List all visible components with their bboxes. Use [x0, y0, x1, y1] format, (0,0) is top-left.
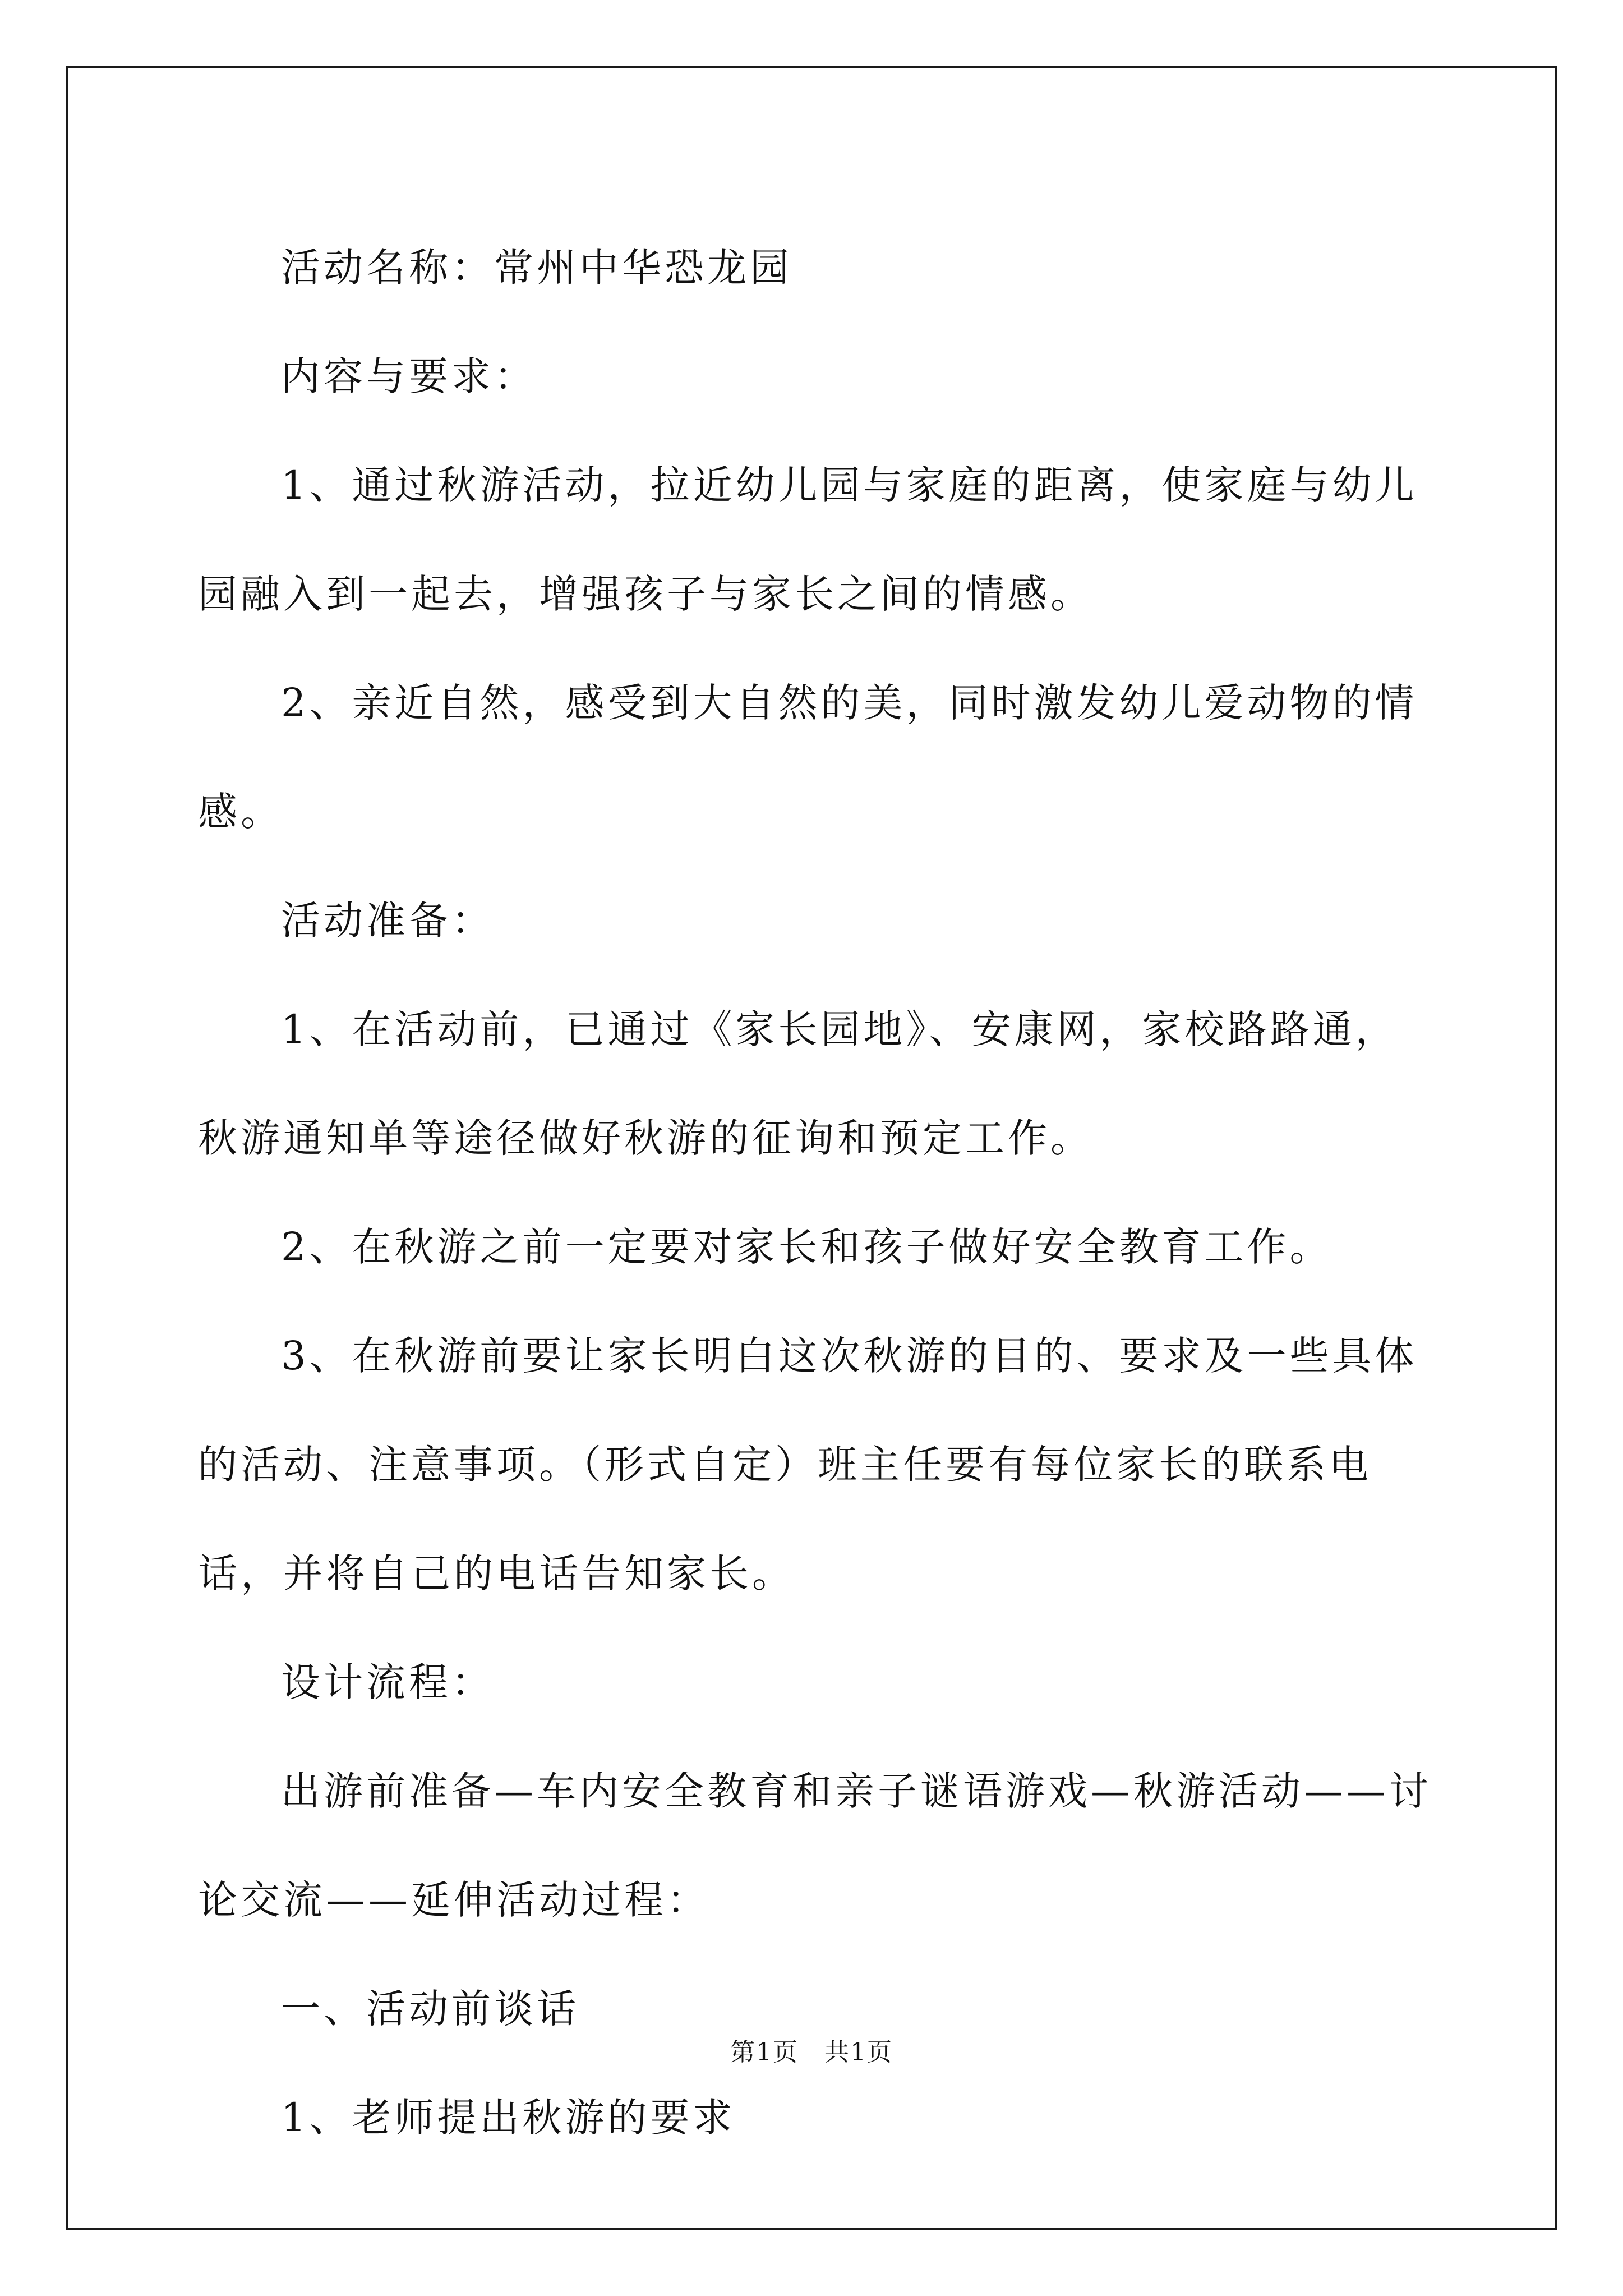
page-number-footer: 第1页 共1页: [730, 2038, 893, 2067]
paragraph-activity-name: 活动名称：常州中华恐龙园: [281, 245, 792, 291]
paragraph-requirement-1: 1、通过秋游活动，拉近幼儿园与家庭的距离，使家庭与幼儿园融入到一起去，增强孩子与家长之间的情感。: [198, 462, 1418, 617]
heading-activity-preparation: 活动准备：: [281, 898, 494, 944]
paragraph-teacher-requirements: 1、老师提出秋游的要求: [281, 2095, 736, 2141]
heading-design-process: 设计流程：: [281, 1659, 494, 1705]
paragraph-preparation-2: 2、在秋游之前一定要对家长和孩子做好安全教育工作。: [281, 1224, 1332, 1270]
heading-pre-activity-talk: 一、活动前谈话: [281, 1986, 579, 2032]
paragraph-preparation-1: 1、在活动前，已通过《家长园地》、安康网，家校路路通，秋游通知单等途径做好秋游的征询和预定工作。: [198, 1006, 1398, 1161]
heading-content-requirements: 内容与要求：: [281, 353, 537, 399]
paragraph-preparation-3: 3、在秋游前要让家长明白这次秋游的目的、要求及一些具体的活动、注意事项。（形式自定）班主任要有每位家长的联系电话，并将自己的电话告知家长。: [198, 1333, 1418, 1596]
paragraph-process-flow: 出游前准备—车内安全教育和亲子谜语游戏—秋游活动——讨论交流——延伸活动过程：: [198, 1768, 1432, 1923]
document-body: [198, 213, 1432, 2172]
paragraph-requirement-2: 2、亲近自然，感受到大自然的美，同时激发幼儿爱动物的情感。: [198, 680, 1418, 835]
